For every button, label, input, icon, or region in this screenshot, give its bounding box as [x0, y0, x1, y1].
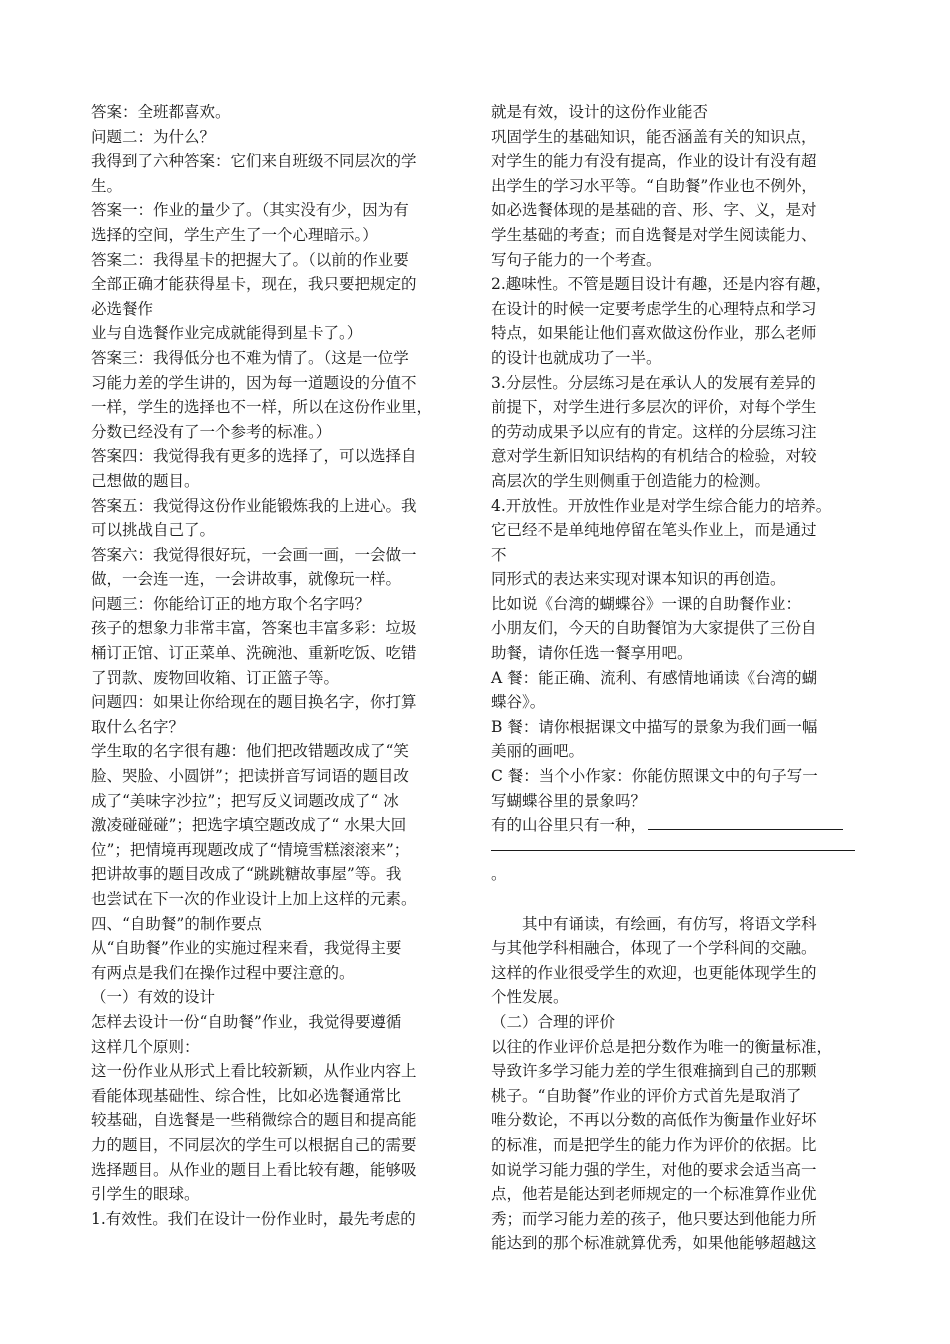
text-line: 的劳动成果予以应有的肯定。这样的分层练习注	[491, 422, 817, 441]
text-line: 有两点是我们在操作过程中要注意的。	[91, 963, 355, 982]
text-line: C 餐：当个小作家：你能仿照课文中的句子写一	[491, 767, 818, 786]
text-line: 做，一会连一连，一会讲故事，就像玩一样。	[91, 570, 402, 589]
text-line: 从“自助餐”作业的实施过程来看，我觉得主要	[91, 939, 402, 958]
text-line: 引学生的眼球。	[91, 1185, 200, 1204]
text-line: 生。	[91, 176, 123, 195]
text-line: 意对学生新旧知识结构的有机结合的检验，对较	[491, 447, 817, 466]
text-line: 写句子能力的一个考查。	[491, 250, 662, 269]
text-line: （二）合理的评价	[491, 1012, 616, 1031]
text-line: 桃子。“自助餐”作业的评价方式首先是取消了	[491, 1086, 802, 1105]
period-line: 。	[491, 865, 507, 884]
text-line: 3.分层性。分层练习是在承认人的发展有差异的	[491, 373, 816, 392]
text-line: 较基础，自选餐是一些稍微综合的题目和提高能	[91, 1111, 417, 1130]
text-line: 业与自选餐作业完成就能得到星卡了。）	[91, 324, 363, 343]
text-line: 秀；而学习能力差的孩子，他只要达到他能力所	[491, 1209, 817, 1228]
text-line: 2.趣味性。不管是题目设计有趣，还是内容有趣，	[491, 275, 832, 294]
text-line: 四、“自助餐”的制作要点	[91, 914, 262, 933]
fill-in-prefix: 有的山谷里只有一种，	[491, 816, 647, 835]
text-line: 出学生的学习水平等。“自助餐”作业也不例外，	[491, 176, 817, 195]
text-line: 我得到了六种答案：它们来自班级不同层次的学	[91, 152, 417, 171]
text-line: 高层次的学生则侧重于创造能力的检测。	[491, 471, 771, 490]
text-line: 答案二：我得星卡的把握大了。（以前的作业要	[91, 250, 409, 269]
text-line: 看能体现基础性、综合性，比如必选餐通常比	[91, 1086, 402, 1105]
text-line: 答案三：我得低分也不难为情了。（这是一位学	[91, 348, 409, 367]
text-line: 位”；把情境再现题改成了“情境雪糕滚滚来”；	[91, 840, 410, 859]
text-line: 这一份作业从形式上看比较新颖，从作业内容上	[91, 1062, 417, 1081]
text-line: 问题三：你能给订正的地方取个名字吗？	[91, 594, 371, 613]
text-line: 取什么名字？	[91, 717, 185, 736]
text-line: 特点，如果能让他们喜欢做这份作业，那么老师	[491, 324, 817, 343]
text-line: 它已经不是单纯地停留在笔头作业上，而是通过	[491, 521, 817, 540]
text-line: B 餐：请你根据课文中描写的景象为我们画一幅	[491, 717, 818, 736]
text-line: 问题二：为什么？	[91, 127, 216, 146]
text-line: 选择题目。从作业的题目上看比较有趣，能够吸	[91, 1160, 417, 1179]
text-line: 与其他学科相融合，体现了一个学科间的交融。	[491, 939, 817, 958]
text-line: 巩固学生的基础知识，能否涵盖有关的知识点，	[491, 127, 817, 146]
text-line: 以往的作业评价总是把分数作为唯一的衡量标准，	[491, 1037, 833, 1056]
text-line: 美丽的画吧。	[491, 742, 585, 761]
right-column-bottom	[491, 912, 863, 1256]
text-line: 选择的空间，学生产生了一个心理暗示。）	[91, 225, 378, 244]
text-line: 1.有效性。我们在设计一份作业时，最先考虑的	[91, 1209, 416, 1228]
text-line: 怎样去设计一份“自助餐”作业，我觉得要遵循	[91, 1012, 402, 1031]
text-line: 就是有效，设计的这份作业能否	[491, 103, 709, 121]
text-line: 桶订正馆、订正菜单、洗碗池、重新吃饭、吃错	[91, 644, 417, 663]
text-line: 其中有诵读，有绘画，有仿写，将语文学科	[491, 914, 817, 933]
text-line: 不	[491, 545, 507, 564]
text-line: 小朋友们，今天的自助餐馆为大家提供了三份自	[491, 619, 817, 638]
text-line: 能达到的那个标准就算优秀，如果他能够超越这	[491, 1234, 817, 1253]
text-line: 成了“美味字沙拉”；把写反义词题改成了“ 冰	[91, 791, 399, 810]
left-column	[91, 100, 459, 1231]
text-line: 4.开放性。开放性作业是对学生综合能力的培养。	[491, 496, 832, 515]
text-line: 问题四：如果让你给现在的题目换名字，你打算	[91, 693, 417, 712]
text-line: 这样几个原则：	[91, 1037, 200, 1056]
fill-in-blank	[648, 813, 843, 830]
text-line: 也尝试在下一次的作业设计上加上这样的元素。	[91, 890, 417, 908]
answer-full-line-row	[491, 838, 863, 863]
answer-full-line	[491, 838, 855, 851]
text-line: 前提下，对学生进行多层次的评价，对每个学生	[491, 398, 817, 417]
text-line: 在设计的时候一定要考虑学生的心理特点和学习	[491, 299, 817, 318]
text-line: 全部正确才能获得星卡，现在，我只要把规定的	[91, 275, 417, 294]
text-line: 蝶谷》。	[491, 693, 546, 712]
text-line: 一样，学生的选择也不一样，所以在这份作业里，	[91, 398, 433, 417]
text-line: 必选餐作	[91, 299, 154, 318]
text-line: 学生基础的考查；而自选餐是对学生阅读能力、	[491, 225, 817, 244]
text-line: 分数已经没有了一个参考的标准。）	[91, 422, 332, 441]
text-line: A 餐：能正确、流利、有感情地诵读《台湾的蝴	[491, 668, 818, 687]
text-line: 个性发展。	[491, 988, 569, 1007]
text-line: 答案六：我觉得很好玩，一会画一画，一会做一	[91, 545, 417, 564]
text-line: 习能力差的学生讲的，因为每一道题设的分值不	[91, 373, 417, 392]
text-line: 的设计也就成功了一半。	[491, 348, 662, 367]
text-line: 己想做的题目。	[91, 471, 200, 490]
text-line: 导致许多学习能力差的学生很难摘到自己的那颗	[491, 1062, 817, 1081]
text-line: （一）有效的设计	[91, 988, 216, 1007]
text-line: 比如说《台湾的蝴蝶谷》一课的自助餐作业：	[491, 594, 802, 613]
text-line: 答案四：我觉得我有更多的选择了，可以选择自	[91, 447, 417, 466]
text-line: 如必选餐体现的是基础的音、形、字、义，是对	[491, 201, 817, 220]
text-line: 孩子的想象力非常丰富，答案也丰富多彩：垃圾	[91, 619, 417, 638]
text-line: 点，他若是能达到老师规定的一个标准算作业优	[491, 1185, 817, 1204]
text-line: 唯分数论，不再以分数的高低作为衡量作业好坏	[491, 1111, 817, 1130]
text-line: 激凌碰碰碰”；把选字填空题改成了“ 水果大回	[91, 816, 407, 835]
text-line: 答案一：作业的量少了。（其实没有少，因为有	[91, 201, 409, 220]
fill-in-line	[491, 813, 863, 838]
text-line: 了罚款、废物回收箱、订正篮子等。	[91, 668, 340, 687]
text-line: 写蝴蝶谷里的景象吗？	[491, 791, 647, 810]
text-line: 答案五：我觉得这份作业能锻炼我的上进心。我	[91, 496, 417, 515]
right-column	[491, 100, 863, 1256]
text-line: 脸、哭脸、小圆饼”；把读拼音写词语的题目改	[91, 767, 409, 786]
right-column-top	[491, 100, 863, 813]
text-line: 把讲故事的题目改成了“跳跳糖故事屋”等。我	[91, 865, 402, 884]
text-line: 学生取的名字很有趣：他们把改错题改成了“笑	[91, 742, 409, 761]
text-line: 同形式的表达来实现对课本知识的再创造。	[491, 570, 786, 589]
text-line: 助餐，请你任选一餐享用吧。	[491, 644, 693, 663]
blank-line	[491, 887, 863, 912]
text-line: 这样的作业很受学生的欢迎，也更能体现学生的	[491, 963, 817, 982]
text-line: 对学生的能力有没有提高，作业的设计有没有超	[491, 152, 817, 171]
text-line: 如说学习能力强的学生，对他的要求会适当高一	[491, 1160, 817, 1179]
text-line: 的标准，而是把学生的能力作为评价的依据。比	[491, 1135, 817, 1154]
text-line: 答案：全班都喜欢。	[91, 103, 231, 121]
text-line: 力的题目，不同层次的学生可以根据自己的需要	[91, 1135, 417, 1154]
text-line: 可以挑战自己了。	[91, 521, 216, 540]
